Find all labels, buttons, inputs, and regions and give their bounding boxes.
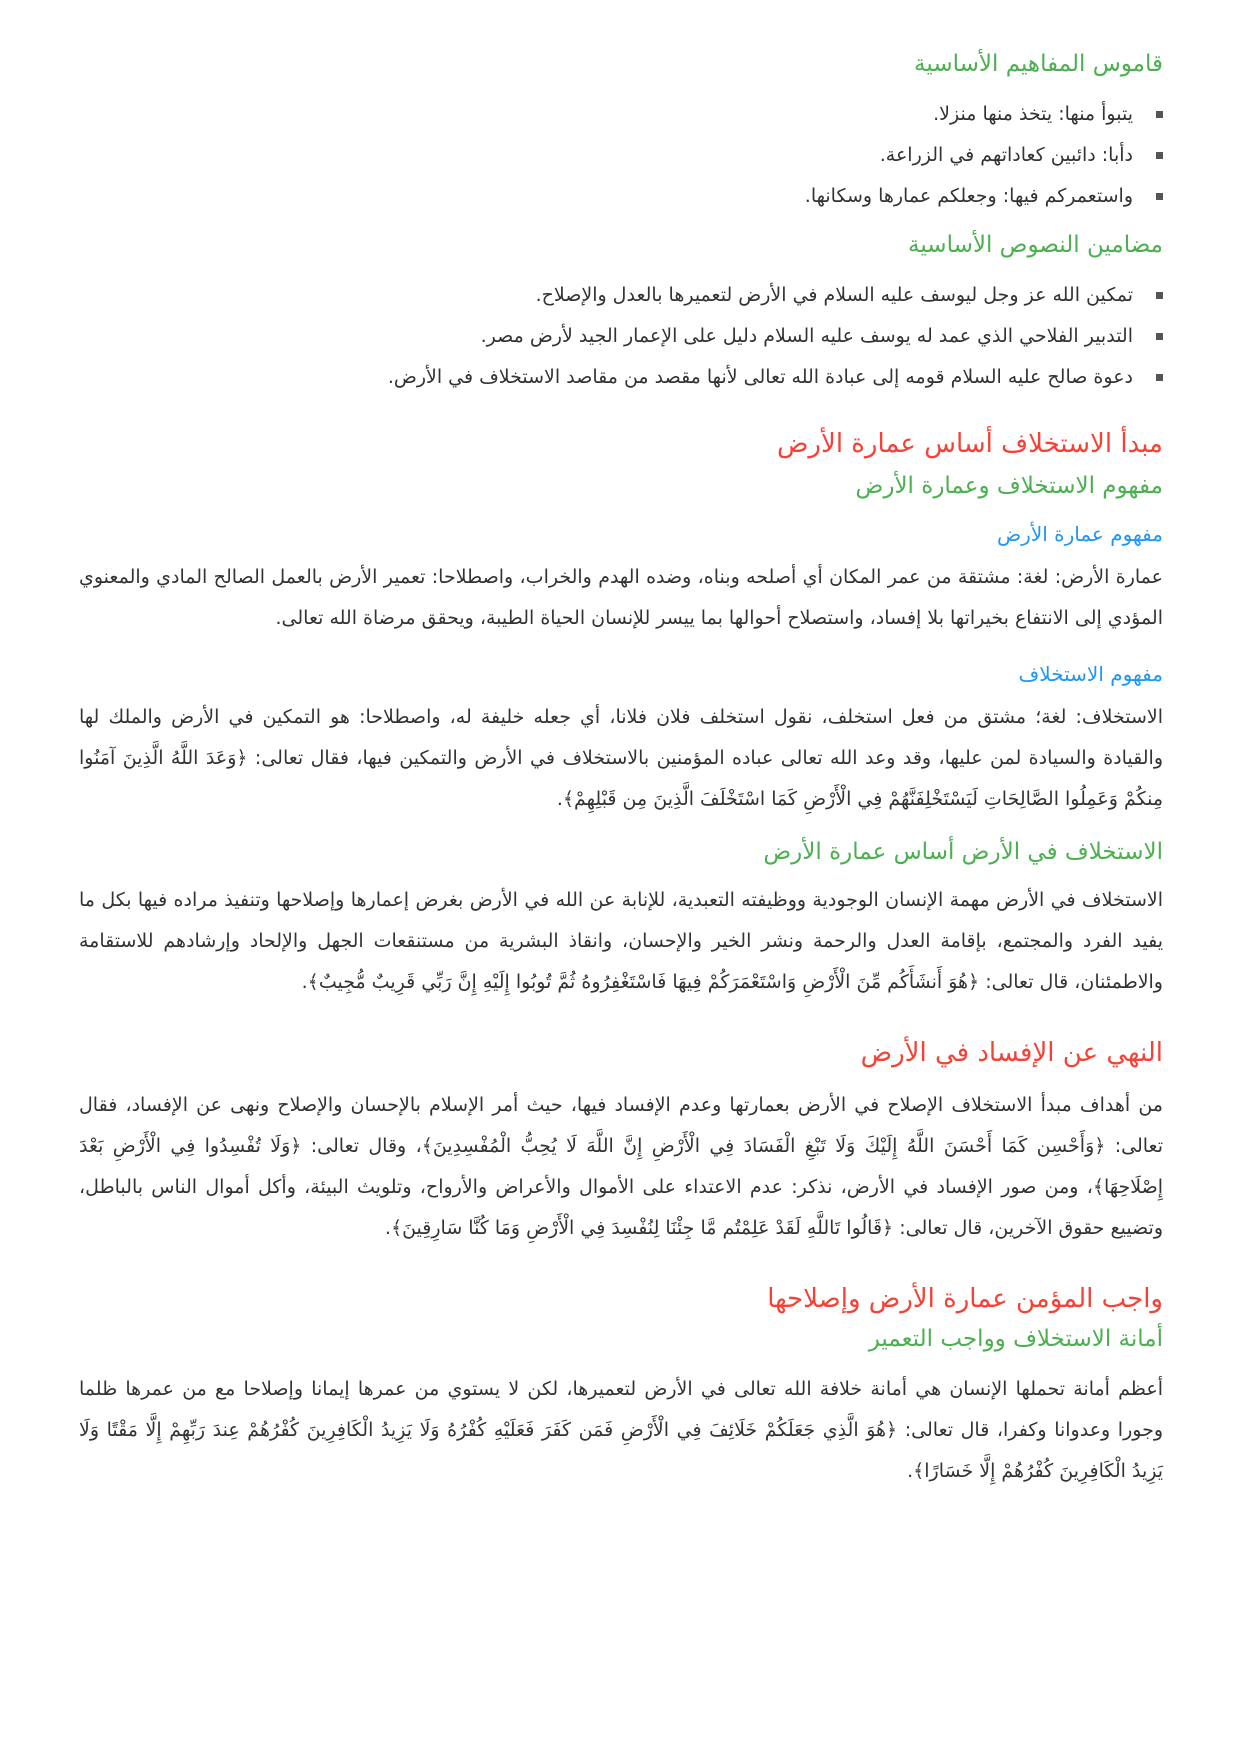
bullet-square-icon [1156, 374, 1163, 381]
bullet-square-icon [1156, 152, 1163, 159]
list-item: تمكين الله عز وجل ليوسف عليه السلام في الأرض لتعميرها بالعدل والإصلاح. [79, 275, 1163, 316]
section3-paragraph: أعظم أمانة تحملها الإنسان هي أمانة خلافة الله تعالى في الأرض لتعميرها، لكن لا يستوي من عمرها إيمانا وإصلاحا مع من عمرها ظلما وجورا وعدوانا وكفرا، قال تعالى: ﴿هُوَ الَّذِي جَعَلَكُمْ خَلَائِفَ فِي الْأَرْضِ فَمَن كَفَرَ فَعَلَيْهِ كُفْرُهُ وَلَا يَزِيدُ الْكَافِرِينَ كُفْرُهُمْ عِندَ رَبِّهِمْ إِلَّا مَقْتًا وَلَا يَزِيدُ الْكَافِرِينَ كُفْرُهُمْ إِلَّا خَسَارًا﴾. [79, 1377, 1163, 1482]
list-item: التدبير الفلاحي الذي عمد له يوسف عليه السلام دليل على الإعمار الجيد لأرض مصر. [79, 316, 1163, 357]
dictionary-heading: قاموس المفاهيم الأساسية [914, 51, 1163, 77]
basis-paragraph: الاستخلاف في الأرض مهمة الإنسان الوجودية ووظيفته التعبدية، للإنابة عن الله في الأرض بغرض إعمارها وإصلاحها وتنفيذ مراده فيها بكل ما يفيد الفرد والمجتمع، بإقامة العدل والرحمة ونشر الخير والإحسان، وانقاذ البشرية من مستنقعات الجهل والإلحاد وإرشادهم للاستقامة والاطمئنان، قال تعالى: ﴿هُوَ أَنشَأَكُم مِّنَ الْأَرْضِ وَاسْتَعْمَرَكُمْ فِيهَا فَاسْتَغْفِرُوهُ ثُمَّ تُوبُوا إِلَيْهِ إِنَّ رَبِّي قَرِيبٌ مُّجِيبٌ﴾. [79, 889, 1163, 994]
imara-heading: مفهوم عمارة الأرض [996, 522, 1163, 547]
section2-heading: النهي عن الإفساد في الأرض [860, 1038, 1163, 1069]
section3-subheading: أمانة الاستخلاف وواجب التعمير [868, 1325, 1163, 1352]
section2-paragraph: من أهداف مبدأ الاستخلاف الإصلاح في الأرض بعمارتها وعدم الإفساد فيها، حيث أمر الإسلام بالإحسان والإصلاح ونهى عن الإفساد، فقال تعالى: ﴿وَأَحْسِن كَمَا أَحْسَنَ اللَّهُ إِلَيْكَ وَلَا تَبْغِ الْفَسَادَ فِي الْأَرْضِ إِنَّ اللَّهَ لَا يُحِبُّ الْمُفْسِدِينَ﴾، وقال تعالى: ﴿وَلَا تُفْسِدُوا فِي الْأَرْضِ بَعْدَ إِصْلَاحِهَا﴾، ومن صور الإفساد في الأرض، نذكر: عدم الاعتداء على الأموال والأعراض والأرواح، وتلويث البيئة، وأكل أموال الناس بالباطل، وتضييع حقوق الآخرين، قال تعالى: ﴿قَالُوا تَاللَّهِ لَقَدْ عَلِمْتُم مَّا جِئْنَا لِنُفْسِدَ فِي الْأَرْضِ وَمَا كُنَّا سَارِقِينَ﴾. [79, 1094, 1163, 1240]
section1-heading: مبدأ الاستخلاف أساس عمارة الأرض [777, 428, 1163, 459]
bullet-square-icon [1156, 292, 1163, 299]
istikhlaf-paragraph: الاستخلاف: لغة؛ مشتق من فعل استخلف، نقول استخلف فلان فلانا، أي جعله خليفة له، واصطلاحا: هو التمكين في الأرض والملك لها والقيادة والسيادة لمن عليها، وقد وعد الله تعالى عباده المؤمنين بالاستخلاف في الأرض والتمكين فيها، فقال تعالى: ﴿وَعَدَ اللَّهُ الَّذِينَ آمَنُوا مِنكُمْ وَعَمِلُوا الصَّالِحَاتِ لَيَسْتَخْلِفَنَّهُمْ فِي الْأَرْضِ كَمَا اسْتَخْلَفَ الَّذِينَ مِن قَبْلِهِمْ﴾. [79, 706, 1163, 811]
section3-heading: واجب المؤمن عمارة الأرض وإصلاحها [767, 1284, 1163, 1315]
contents-list [79, 275, 1163, 398]
istikhlaf-heading: مفهوم الاستخلاف [1018, 662, 1163, 687]
bullet-square-icon [1156, 333, 1163, 340]
list-item: دعوة صالح عليه السلام قومه إلى عبادة الله تعالى لأنها مقصد من مقاصد الاستخلاف في الأرض. [79, 357, 1163, 398]
bullet-square-icon [1156, 193, 1163, 200]
basis-heading: الاستخلاف في الأرض أساس عمارة الأرض [763, 839, 1163, 866]
list-item: يتبوأ منها: يتخذ منها منزلا. [79, 94, 1163, 135]
dictionary-list [79, 94, 1163, 217]
section1-subheading: مفهوم الاستخلاف وعمارة الأرض [855, 472, 1163, 499]
list-item: دأبا: دائبين كعاداتهم في الزراعة. [79, 135, 1163, 176]
list-item: واستعمركم فيها: وجعلكم عمارها وسكانها. [79, 176, 1163, 217]
contents-heading: مضامين النصوص الأساسية [908, 231, 1163, 258]
bullet-square-icon [1156, 111, 1163, 118]
imara-paragraph: عمارة الأرض: لغة: مشتقة من عمر المكان أي أصلحه وبناه، وضده الهدم والخراب، واصطلاحا: تعمير الأرض بالعمل الصالح المادي والمعنوي المؤدي إلى الانتفاع بخيراتها بلا إفساد، واستصلاح أحوالها بما ييسر للإنسان الحياة الطيبة، ويحقق مرضاة الله تعالى. [79, 566, 1163, 630]
